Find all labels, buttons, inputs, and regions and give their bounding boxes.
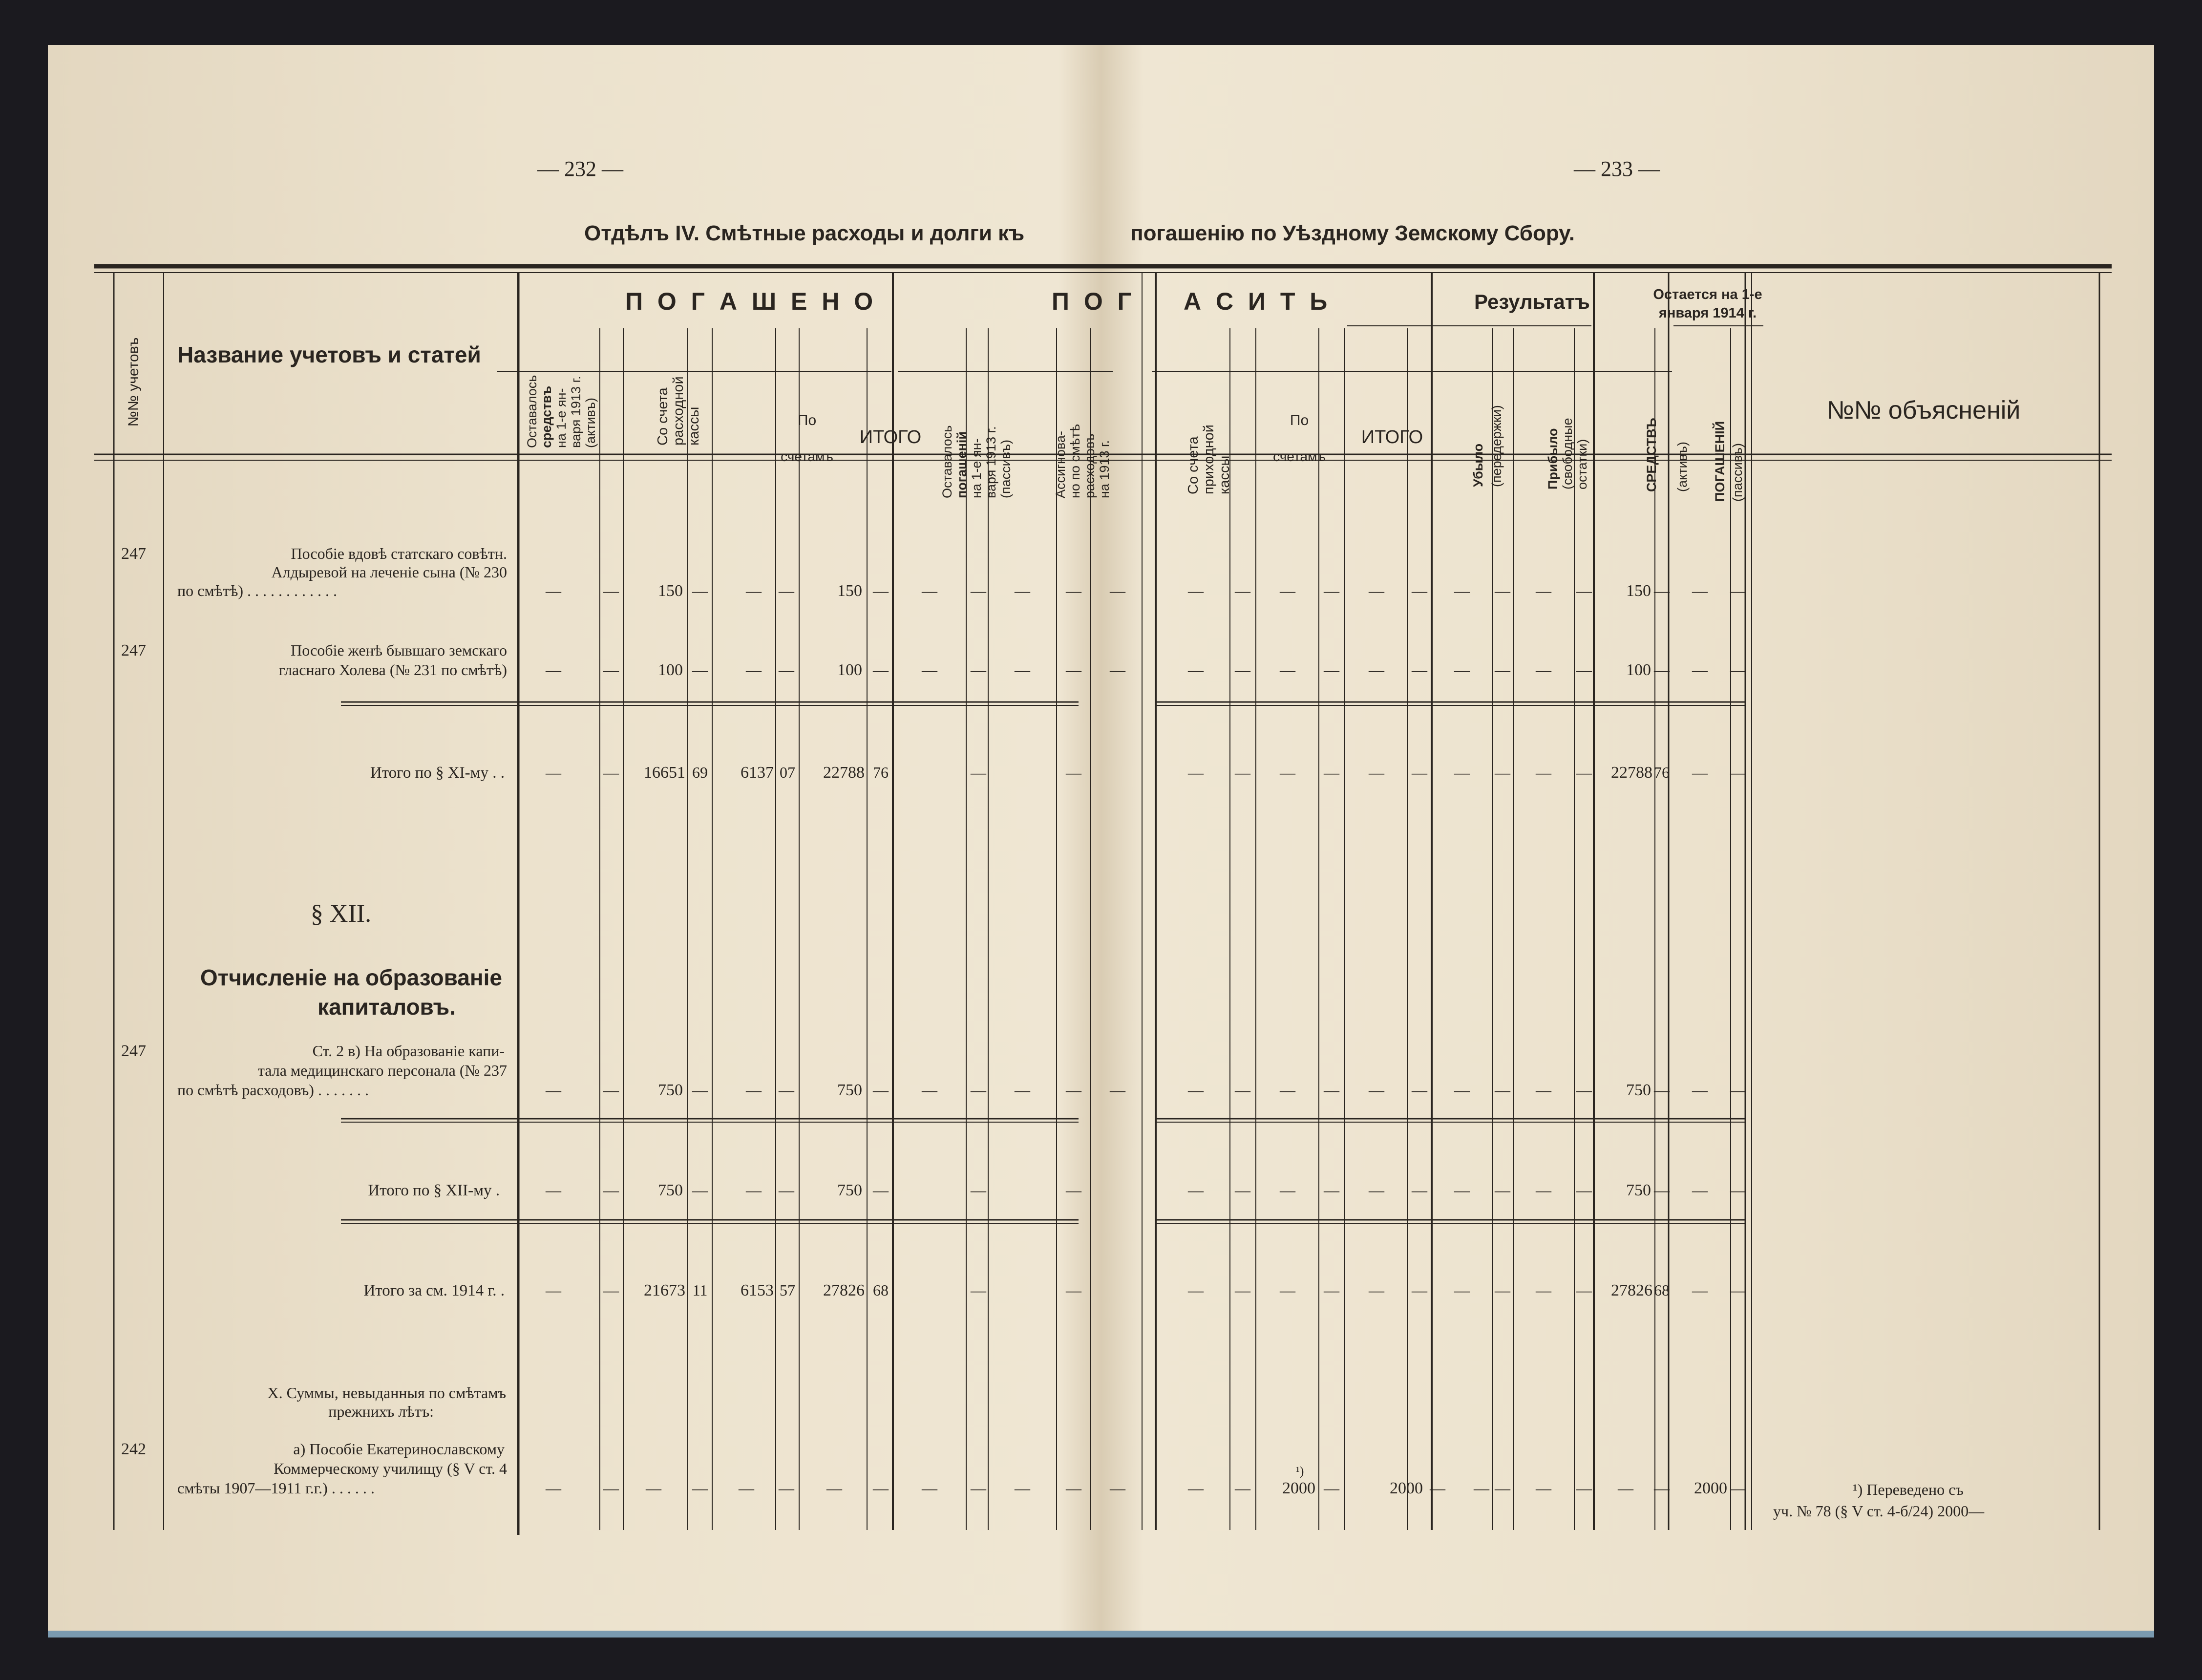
col-from-income-cash (1186, 425, 1232, 494)
svg-text:—: — (1454, 1181, 1470, 1199)
svg-text:—: — (1324, 661, 1339, 679)
svg-text:—: — (692, 1181, 708, 1199)
svg-text:—: — (1324, 1181, 1339, 1199)
svg-text:2000: 2000 (1390, 1479, 1423, 1497)
svg-text:—: — (603, 1281, 619, 1299)
svg-text:—: — (1280, 1081, 1295, 1099)
svg-text:—: — (1730, 582, 1746, 599)
svg-text:—: — (971, 1281, 986, 1299)
svg-text:—: — (1188, 1181, 1204, 1199)
page-number-left: — 232 — (537, 157, 623, 181)
svg-text:Алдыревой на леченіе сына (№ 2: Алдыревой на леченіе сына (№ 230 (271, 563, 507, 581)
svg-text:(активъ): (активъ) (1675, 442, 1690, 492)
ledger-sheet (48, 45, 2154, 1637)
svg-text:—: — (1066, 1181, 1081, 1199)
footnote-line2: уч. № 78 (§ V ст. 4-б/24) 2000— (1773, 1502, 1985, 1520)
svg-text:—: — (1235, 582, 1250, 599)
svg-text:21673: 21673 (644, 1281, 685, 1299)
svg-text:750: 750 (837, 1181, 862, 1199)
svg-text:—: — (1576, 1479, 1592, 1497)
svg-text:750: 750 (837, 1081, 862, 1099)
svg-text:—: — (1066, 582, 1081, 599)
svg-text:—: — (1576, 661, 1592, 679)
svg-text:76: 76 (1654, 764, 1670, 781)
svg-text:—: — (1369, 661, 1384, 679)
svg-text:(активъ): (активъ) (583, 398, 598, 448)
svg-text:6137: 6137 (741, 764, 774, 782)
table-row (121, 545, 1746, 600)
svg-text:—: — (1654, 1181, 1670, 1199)
svg-text:Ст. 2 в) На образованіе капи-: Ст. 2 в) На образованіе капи- (312, 1042, 505, 1060)
group-remains-line2: января 1914 г. (1658, 305, 1757, 321)
svg-text:—: — (1188, 1281, 1204, 1299)
svg-text:—: — (1536, 764, 1551, 781)
svg-text:—: — (546, 582, 561, 599)
svg-text:по смѣтѣ расходовъ) . . . . .: по смѣтѣ расходовъ) . . . . . . . (177, 1081, 369, 1099)
svg-text:—: — (1235, 661, 1250, 679)
svg-text:кассы: кассы (686, 406, 702, 446)
col-total-right: ИТОГО (1361, 427, 1423, 447)
col-by-accounts-right-2: счетамъ (1273, 449, 1326, 464)
svg-text:—: — (1576, 1081, 1592, 1099)
heading-left: Отдѣлъ IV. Смѣтные расходы и долги къ (584, 221, 1025, 245)
svg-text:—: — (779, 1081, 794, 1099)
svg-text:—: — (873, 1181, 889, 1199)
svg-text:¹): ¹) (1296, 1464, 1304, 1478)
svg-text:—: — (1536, 1081, 1551, 1099)
svg-text:—: — (1110, 1081, 1125, 1099)
svg-text:(пассивъ): (пассивъ) (1730, 443, 1745, 502)
svg-text:—: — (1454, 582, 1470, 599)
col-account-no: №№ учетовъ (126, 337, 142, 427)
svg-text:—: — (1730, 764, 1746, 781)
svg-text:22788: 22788 (1611, 764, 1652, 782)
svg-text:(передержки): (передержки) (1489, 405, 1504, 487)
svg-text:—: — (692, 661, 708, 679)
svg-text:—: — (1730, 1479, 1746, 1497)
svg-text:—: — (971, 661, 986, 679)
svg-text:2000: 2000 (1282, 1479, 1315, 1497)
svg-text:—: — (873, 582, 889, 599)
svg-text:—: — (1188, 582, 1204, 599)
svg-text:—: — (779, 582, 794, 599)
svg-text:—: — (1066, 1281, 1081, 1299)
svg-text:—: — (1324, 1081, 1339, 1099)
svg-text:—: — (1188, 661, 1204, 679)
svg-text:750: 750 (1626, 1081, 1651, 1099)
svg-text:—: — (646, 1479, 661, 1497)
col-loss (1471, 405, 1504, 487)
svg-text:Оставалось: Оставалось (940, 425, 954, 498)
svg-text:—: — (1280, 582, 1295, 599)
svg-text:—: — (1654, 582, 1670, 599)
svg-text:—: — (1430, 1479, 1445, 1497)
svg-text:—: — (1692, 582, 1708, 599)
svg-text:—: — (1495, 764, 1510, 781)
svg-text:—: — (1280, 1281, 1295, 1299)
svg-text:—: — (1536, 661, 1551, 679)
svg-text:100: 100 (1626, 661, 1651, 679)
svg-text:—: — (1369, 1181, 1384, 1199)
svg-text:Итого по § XII-му .: Итого по § XII-му . (368, 1182, 500, 1199)
svg-text:—: — (739, 1479, 754, 1497)
svg-text:—: — (1495, 1281, 1510, 1299)
svg-text:22788: 22788 (823, 764, 865, 782)
svg-text:—: — (1576, 1181, 1592, 1199)
svg-text:—: — (546, 1479, 561, 1497)
svg-text:27826: 27826 (1611, 1281, 1652, 1299)
svg-text:57: 57 (780, 1281, 795, 1299)
svg-text:Коммерческому училищу (§ V ст.: Коммерческому училищу (§ V ст. 4 (274, 1460, 507, 1477)
col-remained-funds (525, 375, 598, 448)
svg-text:—: — (873, 661, 889, 679)
svg-text:—: — (1280, 661, 1295, 679)
svg-text:—: — (546, 1181, 561, 1199)
svg-text:—: — (1324, 1479, 1339, 1497)
svg-text:—: — (1188, 1081, 1204, 1099)
svg-text:Со счета: Со счета (1186, 436, 1201, 494)
svg-text:—: — (1412, 582, 1427, 599)
svg-text:но по смѣтѣ: но по смѣтѣ (1068, 424, 1082, 498)
svg-text:—: — (603, 661, 619, 679)
svg-text:247: 247 (121, 641, 146, 659)
svg-text:Со счета: Со счета (655, 387, 671, 446)
svg-text:—: — (1730, 1081, 1746, 1099)
svg-text:—: — (1454, 1281, 1470, 1299)
svg-text:—: — (1536, 1281, 1551, 1299)
book-edge (48, 1631, 2154, 1637)
svg-text:76: 76 (873, 764, 889, 781)
svg-text:07: 07 (780, 764, 795, 781)
svg-text:—: — (1324, 764, 1339, 781)
svg-text:—: — (1110, 582, 1125, 599)
svg-text:Ассигнова-: Ассигнова- (1053, 431, 1068, 498)
svg-text:247: 247 (121, 545, 146, 563)
svg-text:—: — (1654, 1479, 1670, 1497)
svg-text:—: — (1066, 764, 1081, 781)
svg-text:—: — (1654, 661, 1670, 679)
svg-text:—: — (746, 661, 762, 679)
open-book-spread (48, 45, 2154, 1637)
svg-text:—: — (692, 1081, 708, 1099)
section-xii-title: § XII. (310, 900, 372, 928)
svg-text:—: — (1536, 1479, 1551, 1497)
svg-text:—: — (746, 1081, 762, 1099)
svg-text:—: — (1015, 661, 1030, 679)
svg-text:—: — (603, 764, 619, 781)
footnote-line1: ¹) Переведено съ (1853, 1481, 1964, 1498)
table-row (121, 641, 1746, 679)
svg-text:—: — (873, 1081, 889, 1099)
svg-text:—: — (692, 1479, 708, 1497)
svg-text:—: — (971, 1181, 986, 1199)
svg-text:—: — (971, 1479, 986, 1497)
svg-text:—: — (1495, 1181, 1510, 1199)
svg-text:—: — (1066, 661, 1081, 679)
svg-text:Оставалось: Оставалось (525, 375, 539, 448)
svg-text:100: 100 (837, 661, 862, 679)
svg-text:—: — (1015, 582, 1030, 599)
svg-text:—: — (1495, 1479, 1510, 1497)
svg-text:кассы: кассы (1217, 455, 1232, 494)
svg-text:—: — (1454, 764, 1470, 781)
svg-text:242: 242 (121, 1440, 146, 1458)
svg-text:—: — (971, 764, 986, 781)
section-x-line2: прежнихъ лѣтъ: (328, 1403, 434, 1420)
col-assigned (1053, 424, 1112, 498)
svg-text:Убыло: Убыло (1471, 443, 1485, 487)
svg-text:по смѣтѣ) . . . . . . . . . .: по смѣтѣ) . . . . . . . . . . . . (177, 582, 337, 599)
svg-text:—: — (1369, 764, 1384, 781)
svg-text:на 1913 г.: на 1913 г. (1097, 440, 1112, 498)
svg-text:—: — (1692, 1081, 1708, 1099)
svg-text:—: — (1235, 1479, 1250, 1497)
col-name: Название учетовъ и статей (177, 342, 481, 367)
svg-text:—: — (922, 1081, 937, 1099)
svg-text:—: — (603, 1479, 619, 1497)
svg-text:—: — (1015, 1081, 1030, 1099)
table-row (121, 1440, 1746, 1497)
svg-text:—: — (1110, 1479, 1125, 1497)
svg-text:—: — (1474, 1479, 1489, 1497)
svg-text:—: — (1730, 1281, 1746, 1299)
svg-text:27826: 27826 (823, 1281, 865, 1299)
svg-text:—: — (1188, 1479, 1204, 1497)
section-xii-subtitle-1: Отчисленіе на образованіе (200, 965, 502, 990)
section-x-line1: X. Суммы, невыданныя по смѣтамъ (267, 1384, 506, 1402)
col-total: ИТОГО (859, 427, 922, 447)
svg-text:—: — (1495, 1081, 1510, 1099)
svg-text:приходной: приходной (1201, 425, 1217, 494)
svg-text:—: — (1369, 1281, 1384, 1299)
svg-text:150: 150 (658, 582, 683, 600)
svg-text:средствъ: средствъ (539, 385, 554, 448)
svg-text:—: — (1235, 1281, 1250, 1299)
svg-text:750: 750 (658, 1181, 683, 1199)
svg-text:СРЕДСТВЪ: СРЕДСТВЪ (1644, 418, 1659, 492)
svg-text:—: — (1412, 1181, 1427, 1199)
group-paid: П О Г А Ш Е Н О (625, 288, 877, 315)
svg-text:(пассивъ): (пассивъ) (998, 439, 1013, 498)
svg-text:—: — (546, 1281, 561, 1299)
svg-text:69: 69 (692, 764, 708, 781)
svg-text:—: — (1369, 1081, 1384, 1099)
svg-text:расходной: расходной (671, 376, 686, 446)
svg-text:—: — (922, 582, 937, 599)
svg-text:—: — (1369, 582, 1384, 599)
svg-text:—: — (603, 1081, 619, 1099)
svg-text:—: — (1235, 1081, 1250, 1099)
group-to-pay-a: П О Г (1052, 288, 1135, 315)
svg-text:—: — (1324, 582, 1339, 599)
svg-text:ПОГАШЕНІЙ: ПОГАШЕНІЙ (1713, 421, 1727, 502)
svg-text:на 1-е ян-: на 1-е ян- (969, 438, 984, 498)
svg-text:Итого по § XI-му . .: Итого по § XI-му . . (370, 764, 505, 782)
group-to-pay-b: А С И Т Ь (1184, 288, 1332, 315)
svg-text:—: — (1692, 1181, 1708, 1199)
svg-text:—: — (922, 1479, 937, 1497)
svg-text:погашеній: погашеній (954, 431, 969, 498)
col-by-accounts-1: По (797, 412, 817, 428)
svg-text:—: — (1412, 764, 1427, 781)
svg-text:—: — (779, 1479, 794, 1497)
svg-text:—: — (971, 582, 986, 599)
col-remain-repayments (1712, 421, 1745, 502)
svg-text:—: — (779, 1181, 794, 1199)
svg-text:Итого за см. 1914 г. .: Итого за см. 1914 г. . (363, 1282, 505, 1299)
svg-text:—: — (1235, 1181, 1250, 1199)
svg-text:16651: 16651 (644, 764, 685, 782)
svg-text:68: 68 (873, 1281, 889, 1299)
svg-text:247: 247 (121, 1042, 146, 1060)
svg-text:—: — (546, 764, 561, 781)
svg-text:—: — (1618, 1479, 1633, 1497)
svg-text:150: 150 (1626, 582, 1651, 600)
svg-text:остатки): остатки) (1575, 439, 1589, 489)
svg-text:—: — (603, 582, 619, 599)
col-remained-repayments (940, 425, 1013, 498)
svg-text:—: — (1235, 764, 1250, 781)
svg-text:—: — (1576, 1281, 1592, 1299)
svg-text:—: — (1730, 661, 1746, 679)
svg-text:а) Пособіе Екатеринославскому: а) Пособіе Екатеринославскому (293, 1440, 505, 1458)
svg-text:гласнаго Холева (№ 231 по смѣт: гласнаго Холева (№ 231 по смѣтѣ) (278, 661, 507, 679)
svg-text:Пособіе женѣ бывшаго земскаго: Пособіе женѣ бывшаго земскаго (291, 641, 507, 659)
page-number-right: — 233 — (1574, 157, 1660, 181)
svg-text:—: — (692, 582, 708, 599)
svg-text:—: — (1110, 661, 1125, 679)
svg-text:—: — (922, 661, 937, 679)
svg-text:—: — (971, 1081, 986, 1099)
svg-text:смѣты 1907—1911 г.г.) . . . .: смѣты 1907—1911 г.г.) . . . . . . (177, 1479, 375, 1497)
svg-text:—: — (1454, 1081, 1470, 1099)
svg-text:—: — (1536, 582, 1551, 599)
svg-text:68: 68 (1654, 1281, 1670, 1299)
col-gain (1546, 418, 1589, 489)
svg-text:(свободные: (свободные (1560, 418, 1575, 489)
svg-text:100: 100 (658, 661, 683, 679)
svg-text:варя 1913 г.: варя 1913 г. (569, 376, 583, 448)
svg-text:—: — (1324, 1281, 1339, 1299)
svg-text:6153: 6153 (741, 1281, 774, 1299)
svg-text:Пособіе вдовѣ статскаго совѣтн: Пособіе вдовѣ статскаго совѣтн. (291, 545, 507, 562)
svg-text:—: — (1576, 582, 1592, 599)
col-from-expense-cash (655, 376, 702, 446)
svg-text:—: — (779, 661, 794, 679)
group-result: Результатъ (1474, 290, 1590, 313)
svg-text:тала медицинскаго персонала (№: тала медицинскаго персонала (№ 237 (257, 1062, 507, 1079)
col-by-accounts-2: счетамъ (781, 449, 833, 464)
svg-text:—: — (1280, 1181, 1295, 1199)
svg-text:—: — (1015, 1479, 1030, 1497)
svg-text:—: — (1280, 764, 1295, 781)
svg-text:2000: 2000 (1694, 1479, 1727, 1497)
svg-text:—: — (826, 1479, 842, 1497)
svg-text:11: 11 (692, 1281, 708, 1299)
svg-text:—: — (1412, 1281, 1427, 1299)
svg-text:—: — (603, 1181, 619, 1199)
subtotal-row-xi (370, 764, 1746, 782)
svg-text:—: — (1730, 1181, 1746, 1199)
section-xii-subtitle-2: капиталовъ. (318, 994, 456, 1020)
subtotal-row-xii (368, 1181, 1746, 1199)
svg-text:—: — (546, 661, 561, 679)
svg-text:—: — (546, 1081, 561, 1099)
svg-text:—: — (1692, 1281, 1708, 1299)
table-row (121, 1042, 1746, 1099)
total-row-1914 (363, 1281, 1746, 1299)
group-remains-line1: Остается на 1-е (1653, 287, 1762, 302)
svg-text:—: — (1066, 1081, 1081, 1099)
svg-text:—: — (1188, 764, 1204, 781)
svg-text:—: — (1495, 661, 1510, 679)
svg-text:—: — (1576, 764, 1592, 781)
svg-text:на 1-е ян-: на 1-е ян- (554, 388, 569, 448)
svg-text:расходовъ: расходовъ (1082, 433, 1097, 498)
svg-text:—: — (1692, 764, 1708, 781)
svg-text:варя 1913 г.: варя 1913 г. (984, 426, 998, 498)
svg-text:—: — (1536, 1181, 1551, 1199)
svg-text:750: 750 (658, 1081, 683, 1099)
svg-text:—: — (1412, 1081, 1427, 1099)
svg-text:—: — (873, 1479, 889, 1497)
svg-text:—: — (1654, 1081, 1670, 1099)
heading-right: погашенію по Уѣздному Земскому Сбору. (1130, 221, 1575, 245)
svg-text:—: — (746, 582, 762, 599)
svg-text:—: — (1066, 1479, 1081, 1497)
svg-text:—: — (1692, 661, 1708, 679)
col-by-accounts-right-1: По (1290, 412, 1309, 428)
svg-text:—: — (1412, 661, 1427, 679)
svg-text:—: — (1454, 661, 1470, 679)
svg-text:750: 750 (1626, 1181, 1651, 1199)
svg-text:150: 150 (837, 582, 862, 600)
svg-text:Прибыло: Прибыло (1546, 428, 1560, 489)
svg-text:—: — (746, 1181, 762, 1199)
col-explanations: №№ объясненій (1826, 396, 2021, 425)
svg-text:—: — (1495, 582, 1510, 599)
